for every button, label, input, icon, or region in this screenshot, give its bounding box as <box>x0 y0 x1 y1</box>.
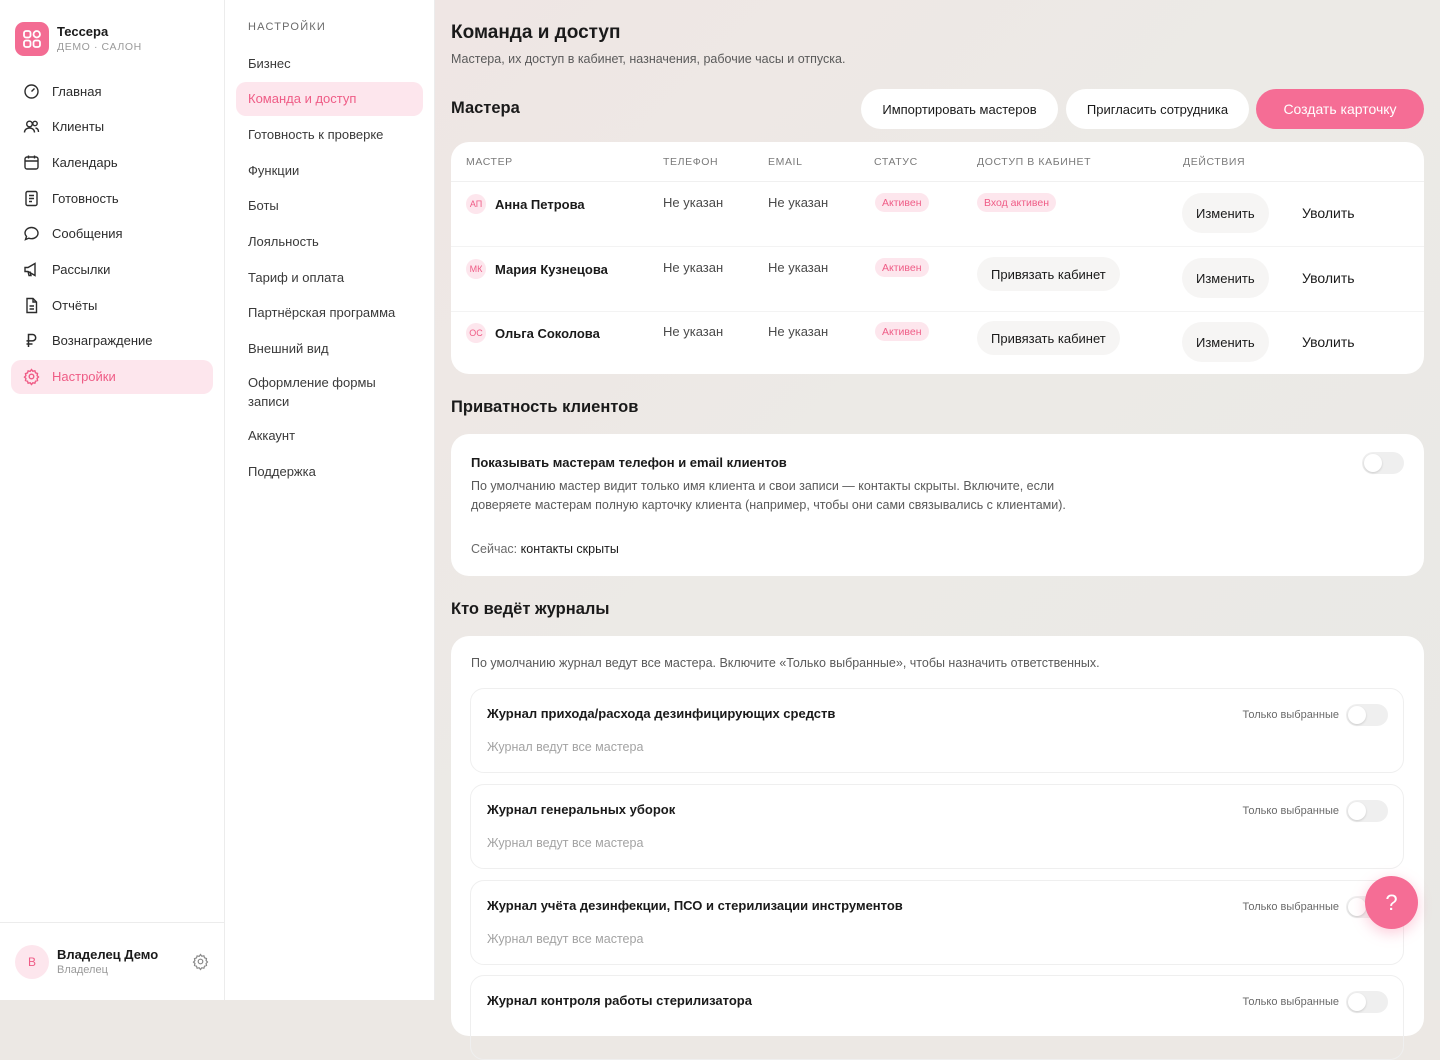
calendar-icon <box>23 154 40 171</box>
fire-button[interactable]: Уволить <box>1302 205 1355 221</box>
nav-item-label: Клиенты <box>52 119 105 135</box>
status-badge: Активен <box>875 322 929 341</box>
privacy-option-title: Показывать мастерам телефон и email клиентов <box>471 455 787 470</box>
checklist-icon <box>23 190 40 207</box>
table-row <box>451 182 1424 247</box>
journal-item <box>470 880 1404 965</box>
gear-icon[interactable] <box>192 953 209 970</box>
email-cell: Не указан <box>768 260 829 275</box>
phone-cell: Не указан <box>663 195 724 210</box>
masters-title: Мастера <box>451 99 520 117</box>
settings-item-appearance[interactable]: Внешний вид <box>248 341 329 356</box>
help-button[interactable]: ? <box>1365 876 1418 929</box>
status-badge: Активен <box>875 258 929 277</box>
nav-item-label: Отчёты <box>52 297 98 313</box>
journal-subtitle: Журнал ведут все мастера <box>487 740 644 754</box>
journals-intro: По умолчанию журнал ведут все мастера. Включите «Только выбранные», чтобы назначить ответственных. <box>471 656 1100 670</box>
access-badge: Вход активен <box>977 193 1056 212</box>
brand-name: Тессера <box>57 24 109 39</box>
only-selected-label: Только выбранные <box>1242 901 1339 913</box>
nav-item-reports[interactable] <box>11 288 213 322</box>
journals-title: Кто ведёт журналы <box>451 600 610 618</box>
settings-item-partners[interactable]: Партнёрская программа <box>248 305 396 321</box>
nav-item-mailings[interactable] <box>11 252 213 286</box>
settings-item-booking-form[interactable]: Оформление формы записи <box>248 375 376 410</box>
only-selected-label: Только выбранные <box>1242 709 1339 721</box>
master-name: Мария Кузнецова <box>495 261 608 277</box>
column-actions: ДЕЙСТВИЯ <box>1183 156 1246 168</box>
journal-item <box>470 784 1404 869</box>
only-selected-toggle[interactable] <box>1346 991 1388 1013</box>
only-selected-toggle[interactable] <box>1346 800 1388 822</box>
only-selected-label: Только выбранные <box>1242 996 1339 1008</box>
settings-nav-title: НАСТРОЙКИ <box>248 21 327 33</box>
settings-item-account[interactable]: Аккаунт <box>248 428 296 444</box>
table-row <box>451 312 1424 377</box>
ruble-icon <box>23 332 40 349</box>
settings-item-loyalty[interactable]: Лояльность <box>248 233 319 249</box>
settings-item-billing[interactable]: Тариф и оплата <box>248 269 345 285</box>
settings-item-bots[interactable]: Боты <box>248 198 279 214</box>
avatar: ОС <box>466 323 486 343</box>
settings-sidebar <box>225 0 435 1000</box>
user-profile[interactable] <box>0 922 224 1000</box>
privacy-now-label: Сейчас: <box>471 542 518 556</box>
edit-button[interactable]: Изменить <box>1182 258 1269 298</box>
settings-item-support[interactable]: Поддержка <box>248 464 316 480</box>
brand[interactable] <box>15 22 142 56</box>
privacy-now-value: контакты скрыты <box>520 542 619 556</box>
nav-item-settings[interactable] <box>11 360 213 394</box>
settings-item-features[interactable]: Функции <box>248 162 300 178</box>
nav-item-rewards[interactable] <box>11 324 213 358</box>
journal-item <box>470 688 1404 773</box>
settings-item-team[interactable]: Команда и доступ <box>236 82 423 116</box>
nav-item-label: Сообщения <box>52 226 123 242</box>
brand-logo-icon <box>15 22 49 56</box>
dashboard-icon <box>23 83 40 100</box>
email-cell: Не указан <box>768 195 829 210</box>
journals-card <box>451 636 1424 1036</box>
journal-subtitle: Журнал ведут все мастера <box>487 932 644 946</box>
megaphone-icon <box>23 261 40 278</box>
nav-item-label: Вознаграждение <box>52 333 153 349</box>
nav-item-label: Готовность <box>52 190 119 206</box>
journal-subtitle: Журнал ведут все мастера <box>487 836 644 850</box>
fire-button[interactable]: Уволить <box>1302 270 1355 286</box>
status-badge: Активен <box>875 193 929 212</box>
link-cabinet-button[interactable]: Привязать кабинет <box>977 257 1120 291</box>
column-email: EMAIL <box>768 156 803 168</box>
column-master: МАСТЕР <box>466 156 513 168</box>
invite-employee-button[interactable]: Пригласить сотрудника <box>1066 89 1249 129</box>
masters-table <box>451 142 1424 374</box>
brand-subtitle: ДЕМО · САЛОН <box>57 41 142 53</box>
master-name: Ольга Соколова <box>495 325 600 341</box>
privacy-current-state <box>471 542 619 556</box>
avatar: В <box>15 945 49 979</box>
nav-item-clients[interactable] <box>11 110 213 144</box>
report-icon <box>23 297 40 314</box>
column-phone: ТЕЛЕФОН <box>663 156 719 168</box>
privacy-title: Приватность клиентов <box>451 398 639 416</box>
table-header <box>451 142 1424 182</box>
user-name: Владелец Демо <box>57 946 159 962</box>
phone-cell: Не указан <box>663 324 724 339</box>
journal-title: Журнал контроля работы стерилизатора <box>487 993 752 1008</box>
master-name: Анна Петрова <box>495 196 585 212</box>
page-title: Команда и доступ <box>451 22 621 43</box>
link-cabinet-button[interactable]: Привязать кабинет <box>977 321 1120 355</box>
user-role: Владелец <box>57 963 108 976</box>
main-sidebar <box>0 0 225 1000</box>
fire-button[interactable]: Уволить <box>1302 334 1355 350</box>
settings-item-readiness[interactable]: Готовность к проверке <box>248 126 384 142</box>
only-selected-label: Только выбранные <box>1242 805 1339 817</box>
settings-item-business[interactable]: Бизнес <box>248 55 291 71</box>
table-row <box>451 247 1424 312</box>
email-cell: Не указан <box>768 324 829 339</box>
import-masters-button[interactable]: Импортировать мастеров <box>861 89 1058 129</box>
master-cell[interactable] <box>466 323 600 343</box>
only-selected-toggle[interactable] <box>1346 704 1388 726</box>
show-contacts-toggle[interactable] <box>1362 452 1404 474</box>
message-icon <box>23 225 40 242</box>
nav-item-label: Настройки <box>52 369 116 384</box>
create-card-button[interactable]: Создать карточку <box>1256 89 1424 129</box>
column-access: ДОСТУП В КАБИНЕТ <box>977 156 1092 168</box>
edit-button[interactable]: Изменить <box>1182 193 1269 233</box>
master-cell[interactable] <box>466 194 585 214</box>
nav-item-calendar[interactable] <box>11 145 213 179</box>
nav-item-home[interactable] <box>11 74 213 108</box>
journal-title: Журнал генеральных уборок <box>487 802 676 817</box>
main-nav <box>11 74 213 395</box>
nav-item-label: Главная <box>52 83 102 99</box>
privacy-description: По умолчанию мастер видит только имя клиента и свои записи — контакты скрыты. Включите, если доверяете мастерам полную карточку клиента (например, чтобы они сами связывались с клиентами). <box>471 479 1066 512</box>
avatar: МК <box>466 259 486 279</box>
phone-cell: Не указан <box>663 260 724 275</box>
journal-item <box>470 975 1404 1060</box>
users-icon <box>23 118 40 135</box>
privacy-card <box>451 434 1424 576</box>
nav-item-readiness[interactable] <box>11 181 213 215</box>
page-subtitle: Мастера, их доступ в кабинет, назначения, рабочие часы и отпуска. <box>451 52 846 66</box>
main-content <box>435 0 1440 1008</box>
nav-item-messages[interactable] <box>11 217 213 251</box>
master-cell[interactable] <box>466 259 608 279</box>
journal-title: Журнал учёта дезинфекции, ПСО и стерилизации инструментов <box>487 898 903 913</box>
journal-title: Журнал прихода/расхода дезинфицирующих средств <box>487 706 836 721</box>
column-status: СТАТУС <box>874 156 918 168</box>
gear-icon <box>23 368 40 385</box>
avatar: АП <box>466 194 486 214</box>
edit-button[interactable]: Изменить <box>1182 322 1269 362</box>
nav-item-label: Календарь <box>52 154 118 170</box>
nav-item-label: Рассылки <box>52 261 111 277</box>
